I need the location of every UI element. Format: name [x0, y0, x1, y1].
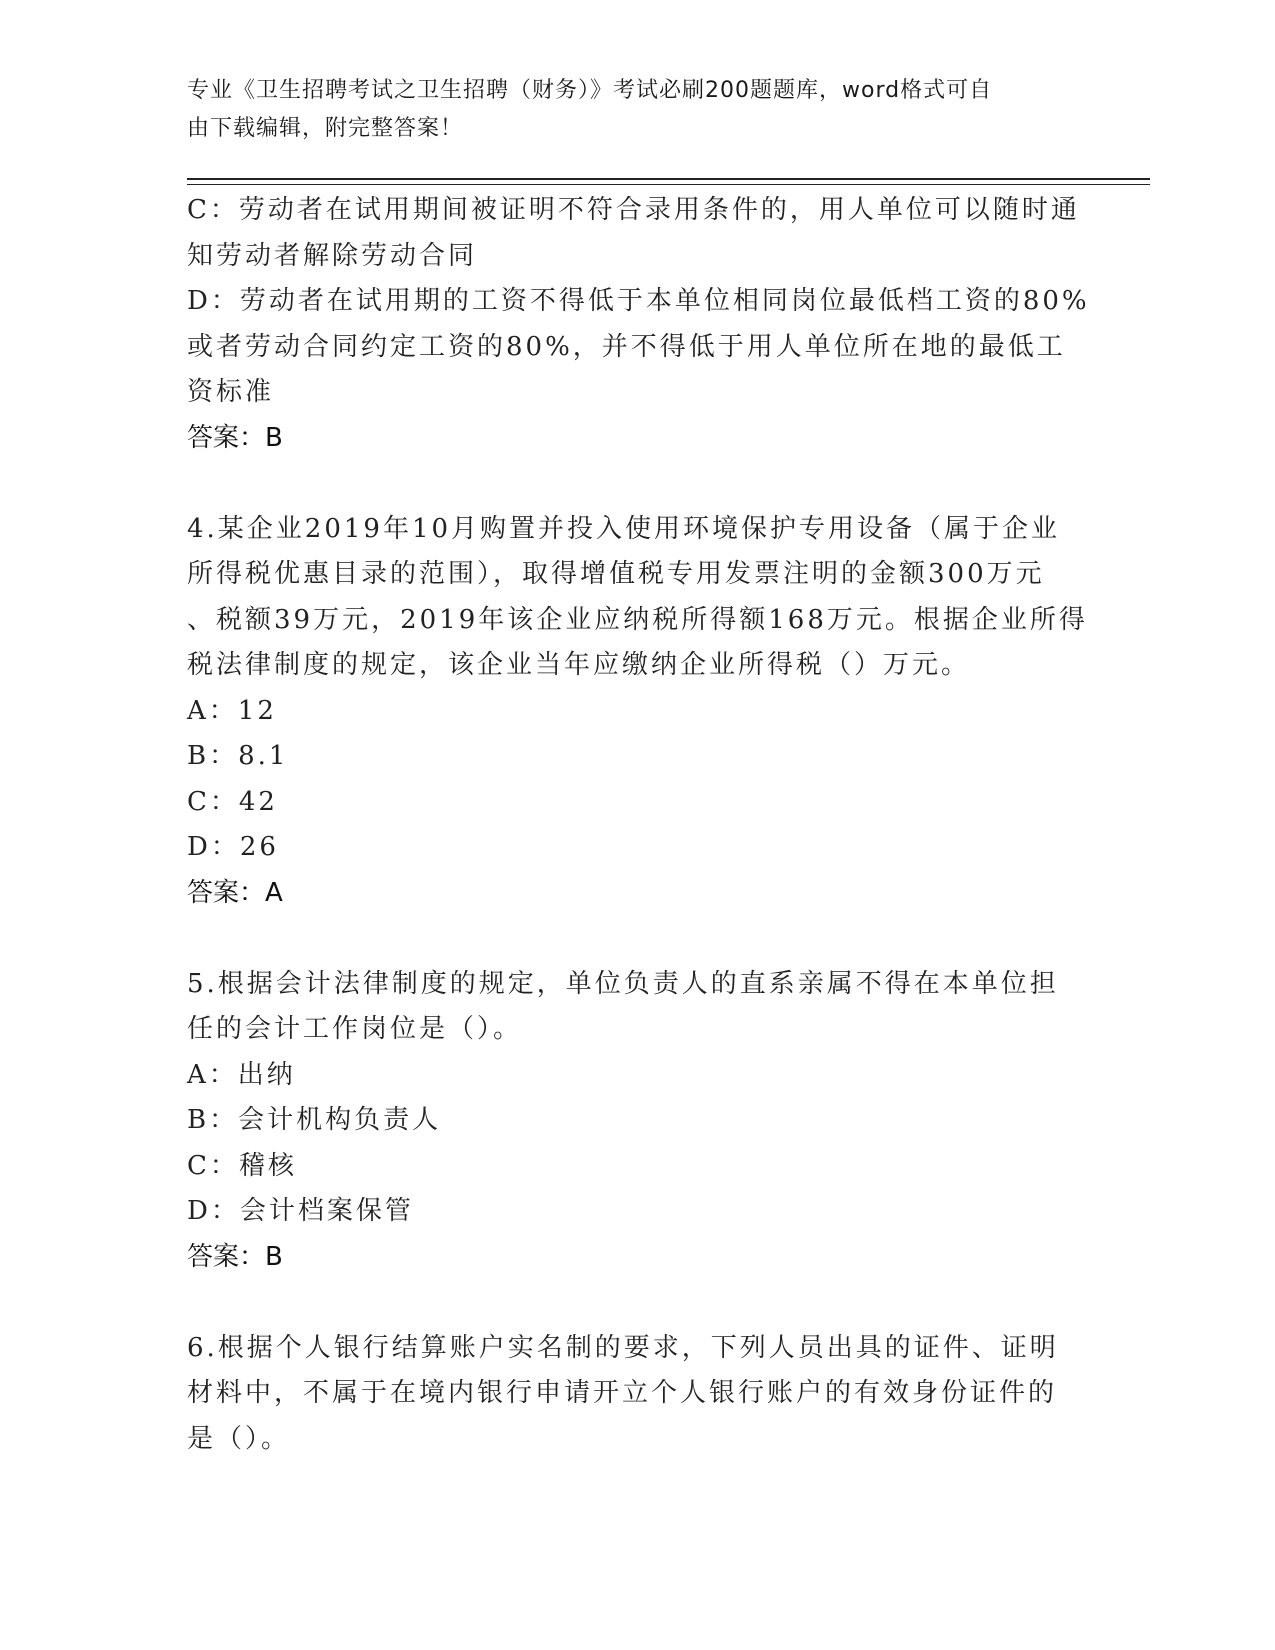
question-stem: 任的会计工作岗位是（）。	[187, 1014, 523, 1044]
header-divider-thin	[187, 184, 1150, 185]
header-title-line-1: 专业《卫生招聘考试之卫生招聘（财务）》考试必刷200题题库，word格式可自	[187, 78, 993, 103]
answer-label: 答案：A	[187, 877, 283, 908]
question-stem: 是（）。	[187, 1423, 291, 1454]
question-stem: 4.某企业2019年10月购置并投入使用环境保护专用设备（属于企业	[187, 513, 1061, 544]
spacer	[187, 1280, 1087, 1326]
option-d: D：26	[187, 832, 279, 862]
answer-label: 答案：B	[187, 1241, 283, 1272]
option-d-continued: 或者劳动合同约定工资的80%，并不得低于用人单位所在地的最低工	[187, 331, 1066, 362]
header-title-line-2: 由下载编辑，附完整答案！	[187, 116, 464, 141]
option-b: B：8.1	[187, 741, 289, 771]
spacer	[187, 916, 1087, 962]
option-c: C：劳动者在试用期间被证明不符合录用条件的，用人单位可以随时通	[187, 195, 1080, 225]
question-3-continued	[187, 188, 1090, 461]
question-4	[187, 507, 1087, 917]
answer-label: 答案：B	[187, 422, 283, 453]
question-stem: 所得税优惠目录的范围），取得增值税专用发票注明的金额300万元	[187, 559, 1045, 589]
option-d: D：劳动者在试用期的工资不得低于本单位相同岗位最低档工资的80%	[187, 286, 1090, 316]
header-divider	[187, 178, 1150, 180]
question-stem: 材料中，不属于在境内银行申请开立个人银行账户的有效身份证件的	[187, 1378, 1058, 1408]
page-header	[187, 72, 1067, 148]
option-d: D：会计档案保管	[187, 1196, 414, 1226]
option-c: C：稽核	[187, 1150, 297, 1181]
option-c: C：42	[187, 786, 278, 817]
option-c-continued: 知劳动者解除劳动合同	[187, 240, 478, 271]
option-a: A：出纳	[187, 1059, 296, 1090]
question-6	[187, 1326, 1087, 1463]
spacer	[187, 461, 1087, 507]
question-stem: 税法律制度的规定，该企业当年应缴纳企业所得税（）万元。	[187, 650, 971, 680]
option-b: B：会计机构负责人	[187, 1105, 442, 1135]
question-stem: 6.根据个人银行结算账户实名制的要求，下列人员出具的证件、证明	[187, 1332, 1059, 1363]
option-d-continued: 资标准	[187, 377, 275, 407]
question-stem: 、税额39万元，2019年该企业应纳税所得额168万元。根据企业所得	[187, 604, 1088, 635]
option-a: A：12	[187, 695, 277, 726]
document-body	[187, 188, 1090, 1462]
question-5	[187, 962, 1087, 1281]
question-stem: 5.根据会计法律制度的规定，单位负责人的直系亲属不得在本单位担	[187, 968, 1059, 999]
